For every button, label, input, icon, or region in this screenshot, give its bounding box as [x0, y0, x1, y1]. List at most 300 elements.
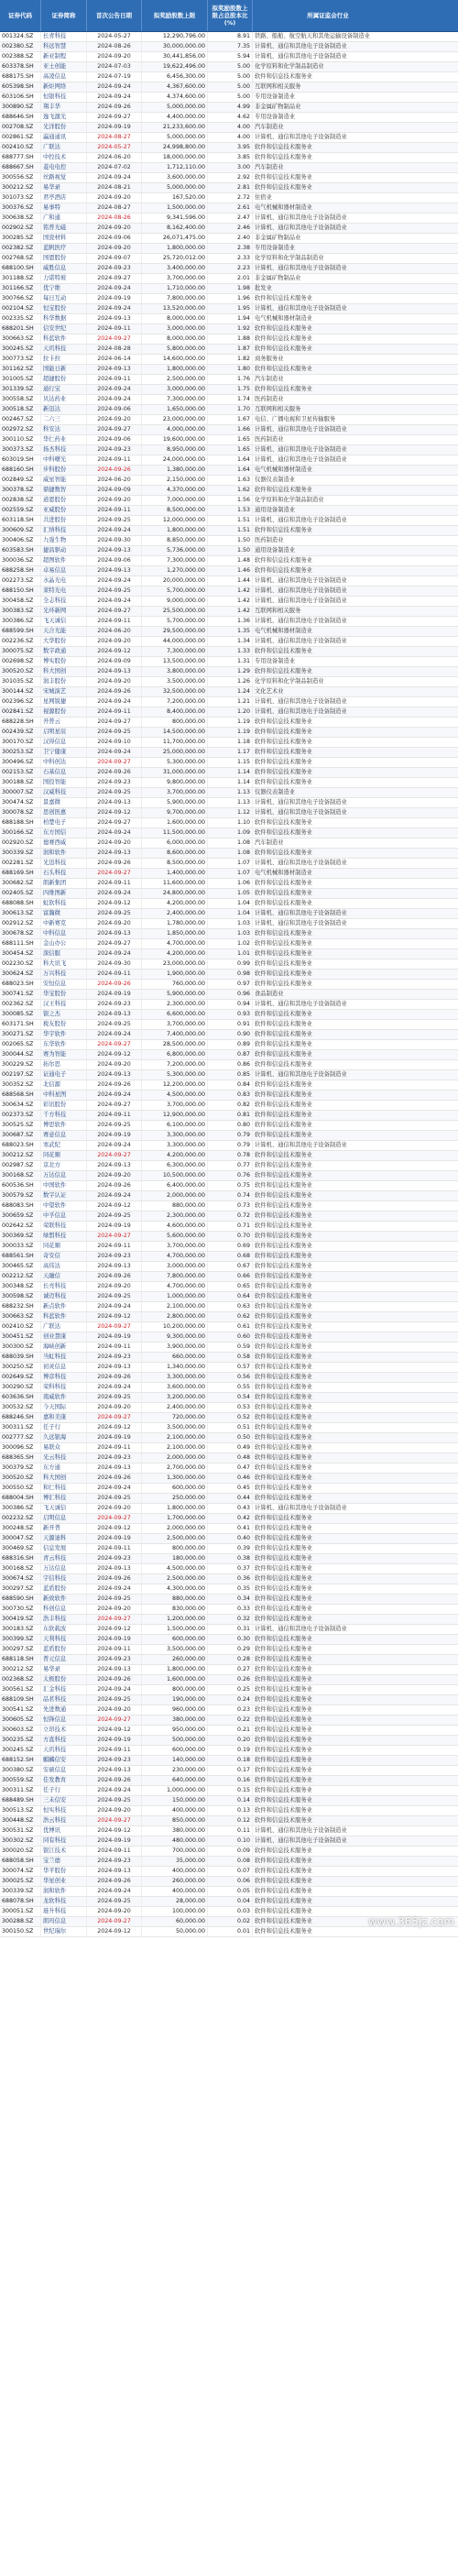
cell-amount: 30,000,000.00 [142, 42, 208, 51]
table-row [0, 435, 458, 445]
cell-date: 2024-09-11 [87, 1343, 142, 1352]
cell-amount: 5,800,000.00 [142, 345, 208, 354]
cell-code: 300044.SZ [0, 1050, 41, 1059]
cell-date: 2024-09-11 [87, 1443, 142, 1452]
cell-ratio: 0.21 [208, 1726, 253, 1735]
cell-code: 002335.SZ [0, 314, 41, 323]
cell-code: 300674.SZ [0, 1574, 41, 1584]
cell-industry: 软件和信息技术服务业 [255, 850, 312, 856]
cell-code: 300682.SZ [0, 879, 41, 888]
cell-date: 2024-09-26 [87, 980, 142, 989]
cell-name: 麒麟信安 [41, 1756, 87, 1765]
cell-industry: 软件和信息技术服务业 [255, 386, 312, 392]
table-row [0, 1121, 458, 1131]
cell-date: 2024-09-19 [87, 990, 142, 999]
cell-name: 科华数据 [41, 314, 87, 323]
cell-ratio: 1.65 [208, 445, 253, 455]
table-row [0, 224, 458, 234]
table-row [0, 949, 458, 959]
cell-name: 德赛西威 [41, 839, 87, 848]
table-row [0, 738, 458, 748]
cell-industry: 软件和信息技术服务业 [255, 1565, 312, 1572]
cell-amount: 6,456,300.00 [142, 72, 208, 82]
cell-amount: 2,100,000.00 [142, 1302, 208, 1311]
cell-industry: 计算机、通信和其他电子设备制造业 [255, 799, 347, 806]
table-row [0, 1766, 458, 1776]
cell-ratio: 0.89 [208, 1040, 253, 1049]
cell-name: 科远智慧 [41, 42, 87, 51]
cell-code: 300687.SZ [0, 1131, 41, 1140]
table-row [0, 1181, 458, 1191]
table-row [0, 869, 458, 879]
cell-name: 威星智能 [41, 476, 87, 485]
cell-name: 莱特光电 [41, 586, 87, 596]
cell-amount: 950,000.00 [142, 1726, 208, 1735]
cell-amount: 850,000.00 [142, 1816, 208, 1825]
cell-amount: 7,300,000.00 [142, 647, 208, 656]
cell-name: 科安达 [41, 425, 87, 434]
table-row [0, 1494, 458, 1504]
cell-name: 鼎捷数智 [41, 486, 87, 495]
cell-name: 九强生物 [41, 536, 87, 545]
cell-code: 002410.SZ [0, 1322, 41, 1332]
cell-date: 2024-09-27 [87, 1716, 142, 1725]
cell-ratio: 0.59 [208, 1343, 253, 1352]
cell-amount: 6,400,000.00 [142, 1181, 208, 1190]
table-row [0, 52, 458, 62]
table-row [0, 1504, 458, 1514]
cell-amount: 29,500,000.00 [142, 627, 208, 636]
cell-amount: 14,500,000.00 [142, 728, 208, 737]
cell-date: 2024-09-30 [87, 536, 142, 545]
cell-date: 2024-09-24 [87, 1030, 142, 1039]
cell-name: 赛为智能 [41, 1050, 87, 1059]
cell-amount: 8,000,000.00 [142, 314, 208, 323]
cell-ratio: 2.46 [208, 224, 253, 233]
cell-code: 300245.SZ [0, 1746, 41, 1755]
cell-industry: 专用设备制造业 [255, 245, 296, 251]
cell-ratio: 0.97 [208, 980, 253, 989]
cell-amount: 13,520,000.00 [142, 304, 208, 313]
cell-ratio: 1.04 [208, 899, 253, 908]
cell-code: 002281.SZ [0, 859, 41, 868]
cell-amount: 25,500,000.00 [142, 607, 208, 616]
cell-date: 2024-09-26 [87, 1080, 142, 1090]
cell-amount: 2,500,000.00 [142, 1534, 208, 1543]
cell-date: 2024-09-11 [87, 879, 142, 888]
cell-industry: 软件和信息技术服务业 [255, 1041, 312, 1047]
cell-industry: 医药制造业 [255, 396, 284, 402]
cell-amount: 5,600,000.00 [142, 1232, 208, 1241]
cell-industry: 软件和信息技术服务业 [255, 1928, 312, 1935]
cell-code: 688232.SH [0, 1302, 41, 1311]
cell-name: 中控技术 [41, 153, 87, 162]
cell-date: 2024-09-19 [87, 1222, 142, 1231]
cell-ratio: 5.00 [208, 72, 253, 82]
cell-ratio: 1.12 [208, 808, 253, 817]
cell-date: 2024-09-24 [87, 828, 142, 838]
cell-industry: 互联网和相关服务 [255, 406, 301, 412]
cell-ratio: 5.00 [208, 62, 253, 71]
cell-industry: 软件和信息技术服务业 [255, 1394, 312, 1400]
cell-date: 2024-09-23 [87, 1756, 142, 1765]
cell-industry: 计算机、通信和其他电子设备制造业 [255, 577, 347, 584]
cell-industry: 软件和信息技术服务业 [255, 1212, 312, 1219]
cell-industry: 计算机、通信和其他电子设备制造业 [255, 910, 347, 916]
cell-code: 300561.SZ [0, 1685, 41, 1694]
cell-ratio: 0.91 [208, 1020, 253, 1029]
cell-ratio: 0.86 [208, 1060, 253, 1069]
cell-amount: 2,100,000.00 [142, 1433, 208, 1442]
cell-amount: 167,520.00 [142, 193, 208, 203]
cell-name: 每日互动 [41, 294, 87, 303]
cell-code: 300525.SZ [0, 1121, 41, 1130]
table-row [0, 859, 458, 869]
cell-amount: 24,000,000.00 [142, 455, 208, 465]
cell-industry: 软件和信息技术服务业 [255, 1303, 312, 1310]
cell-industry: 软件和信息技术服务业 [255, 1222, 312, 1229]
cell-name: 华宇软件 [41, 1030, 87, 1039]
cell-amount: 21,233,600.00 [142, 123, 208, 132]
table-row [0, 1484, 458, 1494]
cell-industry: 汽车制造业 [255, 376, 284, 382]
table-row [0, 1847, 458, 1857]
cell-date: 2024-06-20 [87, 627, 142, 636]
cell-amount: 9,800,000.00 [142, 778, 208, 787]
cell-date: 2024-09-20 [87, 1605, 142, 1614]
cell-name: 万兴科技 [41, 970, 87, 979]
cell-amount: 7,000,000.00 [142, 496, 208, 505]
table-row [0, 1363, 458, 1373]
cell-date: 2024-09-24 [87, 1091, 142, 1100]
cell-code: 002972.SZ [0, 425, 41, 434]
cell-code: 688150.SH [0, 586, 41, 596]
cell-date: 2024-09-27 [87, 425, 142, 434]
cell-ratio: 0.77 [208, 1161, 253, 1170]
cell-name: 宋城演艺 [41, 687, 87, 696]
cell-ratio: 0.42 [208, 1514, 253, 1523]
cell-name: 浩丰科技 [41, 1615, 87, 1624]
cell-date: 2024-09-27 [87, 1101, 142, 1110]
cell-name: 北信源 [41, 1080, 87, 1090]
cell-code: 300168.SZ [0, 1564, 41, 1573]
cell-date: 2024-09-24 [87, 304, 142, 313]
cell-date: 2024-09-20 [87, 1403, 142, 1412]
cell-amount: 6,600,000.00 [142, 1010, 208, 1019]
cell-date: 2024-09-24 [87, 1383, 142, 1392]
cell-amount: 6,300,000.00 [142, 1161, 208, 1170]
cell-ratio: 0.79 [208, 1131, 253, 1140]
cell-code: 002236.SZ [0, 637, 41, 646]
cell-name: 东华软件 [41, 1040, 87, 1049]
cell-amount: 3,500,000.00 [142, 1423, 208, 1432]
cell-code: 688111.SH [0, 939, 41, 948]
table-row [0, 1625, 458, 1635]
cell-date: 2024-09-11 [87, 324, 142, 334]
cell-code: 300352.SZ [0, 1080, 41, 1090]
cell-date: 2024-09-25 [87, 1211, 142, 1221]
cell-date: 2024-09-27 [87, 1151, 142, 1160]
cell-code: 301166.SZ [0, 284, 41, 293]
cell-industry: 软件和信息技术服务业 [255, 1162, 312, 1168]
cell-industry: 软件和信息技术服务业 [255, 970, 312, 977]
cell-ratio: 0.85 [208, 1070, 253, 1080]
cell-name: 蓝盾股份 [41, 1645, 87, 1654]
cell-name: 汉王科技 [41, 1000, 87, 1009]
cell-name: 广和通 [41, 214, 87, 223]
cell-date: 2024-09-13 [87, 929, 142, 938]
cell-date: 2024-09-24 [87, 526, 142, 535]
cell-ratio: 0.30 [208, 1635, 253, 1644]
table-row [0, 395, 458, 405]
cell-name: 科大国创 [41, 1474, 87, 1483]
cell-amount: 13,500,000.00 [142, 657, 208, 666]
cell-ratio: 1.08 [208, 849, 253, 858]
table-row [0, 506, 458, 516]
table-row [0, 1171, 458, 1181]
cell-code: 300235.SZ [0, 1736, 41, 1745]
cell-name: 天利科技 [41, 1635, 87, 1644]
cell-ratio: 1.24 [208, 687, 253, 696]
cell-code: 002467.SZ [0, 415, 41, 424]
cell-amount: 4,200,000.00 [142, 899, 208, 908]
cell-amount: 2,300,000.00 [142, 1000, 208, 1009]
table-row [0, 62, 458, 72]
cell-amount: 3,000,000.00 [142, 385, 208, 394]
table-row [0, 1584, 458, 1595]
cell-industry: 软件和信息技术服务业 [255, 718, 312, 725]
cell-name: 水晶光电 [41, 576, 87, 586]
cell-code: 002987.SZ [0, 1161, 41, 1170]
cell-code: 002861.SZ [0, 133, 41, 142]
cell-amount: 5,300,000.00 [142, 1070, 208, 1080]
cell-amount: 4,400,000.00 [142, 113, 208, 122]
cell-industry: 软件和信息技术服务业 [255, 527, 312, 533]
cell-amount: 4,700,000.00 [142, 1282, 208, 1291]
cell-amount: 1,340,000.00 [142, 1363, 208, 1372]
cell-name: 方直科技 [41, 1736, 87, 1745]
table-row [0, 586, 458, 597]
cell-industry: 软件和信息技术服务业 [255, 1757, 312, 1763]
cell-industry: 软件和信息技术服务业 [255, 1525, 312, 1531]
cell-name: 中科创达 [41, 758, 87, 767]
cell-code: 688175.SH [0, 72, 41, 82]
cell-name: 天玑科技 [41, 1746, 87, 1755]
cell-date: 2024-09-26 [87, 1675, 142, 1684]
cell-ratio: 0.79 [208, 1141, 253, 1150]
cell-date: 2024-09-19 [87, 1332, 142, 1342]
cell-amount: 31,000,000.00 [142, 768, 208, 777]
table-row [0, 1101, 458, 1111]
cell-date: 2024-09-25 [87, 909, 142, 918]
cell-industry: 汽车制造业 [255, 839, 284, 846]
cell-ratio: 0.75 [208, 1181, 253, 1190]
cell-name: 三未信安 [41, 1796, 87, 1805]
cell-ratio: 2.23 [208, 264, 253, 273]
cell-ratio: 0.01 [208, 1927, 253, 1936]
table-row [0, 818, 458, 828]
cell-ratio: 0.15 [208, 1786, 253, 1795]
cell-industry: 软件和信息技术服务业 [255, 1847, 312, 1854]
cell-amount: 1,600,000.00 [142, 818, 208, 828]
cell-name: 优宁维 [41, 284, 87, 293]
cell-ratio: 0.26 [208, 1675, 253, 1684]
cell-amount: 9,700,000.00 [142, 808, 208, 817]
cell-ratio: 1.46 [208, 566, 253, 575]
cell-name: 银江技术 [41, 1847, 87, 1856]
cell-code: 300605.SZ [0, 1716, 41, 1725]
cell-name: 新点软件 [41, 1302, 87, 1311]
cell-industry: 软件和信息技术服务业 [255, 729, 312, 735]
cell-name: 捷昌驱动 [41, 546, 87, 555]
cell-industry: 软件和信息技术服务业 [255, 940, 312, 947]
table-row [0, 637, 458, 647]
cell-code: 688160.SH [0, 466, 41, 475]
cell-amount: 4,000,000.00 [142, 425, 208, 434]
cell-code: 002838.SZ [0, 496, 41, 505]
cell-industry: 计算机、通信和其他电子设备制造业 [255, 53, 347, 60]
cell-amount: 20,000,000.00 [142, 576, 208, 586]
cell-amount: 6,800,000.00 [142, 1050, 208, 1059]
cell-industry: 软件和信息技术服务业 [255, 174, 312, 181]
table-row [0, 1564, 458, 1574]
cell-name: 蓝帆医疗 [41, 244, 87, 253]
cell-industry: 电气机械和器材制造业 [255, 466, 312, 473]
cell-code: 688088.SH [0, 899, 41, 908]
cell-code: 688667.SH [0, 163, 41, 172]
cell-date: 2024-09-13 [87, 1463, 142, 1473]
cell-industry: 软件和信息技术服务业 [255, 829, 312, 836]
cell-date: 2024-08-26 [87, 214, 142, 223]
cell-date: 2024-09-13 [87, 1363, 142, 1372]
cell-amount: 8,162,400.00 [142, 224, 208, 233]
cell-industry: 化学原料和化学制品制造业 [255, 497, 324, 503]
cell-industry: 软件和信息技术服务业 [255, 1354, 312, 1360]
cell-ratio: 1.64 [208, 466, 253, 475]
cell-name: 博汇科技 [41, 1494, 87, 1503]
table-row [0, 1736, 458, 1746]
cell-date: 2024-09-27 [87, 1322, 142, 1332]
cell-name: 安恒信息 [41, 980, 87, 989]
cell-amount: 1,650,000.00 [142, 405, 208, 414]
cell-ratio: 1.66 [208, 425, 253, 434]
cell-industry: 软件和信息技术服务业 [255, 739, 312, 745]
cell-ratio: 1.44 [208, 576, 253, 586]
cell-amount: 4,374,600.00 [142, 93, 208, 102]
cell-industry: 计算机、通信和其他电子设备制造业 [255, 446, 347, 453]
cell-name: 新迅达 [41, 405, 87, 414]
cell-date: 2024-09-11 [87, 1645, 142, 1654]
cell-name: 嘉和美康 [41, 1413, 87, 1422]
cell-industry: 计算机、通信和其他电子设备制造业 [255, 1505, 347, 1511]
cell-code: 688118.SH [0, 1655, 41, 1664]
table-row [0, 849, 458, 859]
cell-code: 300110.SZ [0, 435, 41, 444]
cell-name: 科蓝软件 [41, 334, 87, 344]
cell-ratio: 0.09 [208, 1847, 253, 1856]
table-row [0, 1756, 458, 1766]
cell-code: 300579.SZ [0, 1191, 41, 1200]
cell-amount: 250,000.00 [142, 1494, 208, 1503]
table-row [0, 1675, 458, 1685]
cell-ratio: 1.05 [208, 889, 253, 898]
cell-date: 2024-09-24 [87, 93, 142, 102]
cell-date: 2024-09-19 [87, 1736, 142, 1745]
cell-ratio: 0.40 [208, 1534, 253, 1543]
cell-amount: 150,000.00 [142, 1796, 208, 1805]
cell-amount: 1,300,000.00 [142, 1474, 208, 1483]
table-row [0, 1292, 458, 1302]
cell-industry: 非金属矿物制品业 [255, 104, 301, 110]
table-row [0, 1836, 458, 1847]
cell-industry: 软件和信息技术服务业 [255, 880, 312, 886]
cell-date: 2024-09-26 [87, 466, 142, 475]
table-row [0, 516, 458, 526]
cell-name: 同有科技 [41, 1836, 87, 1846]
cell-code: 300311.SZ [0, 1786, 41, 1795]
cell-name: 石基信息 [41, 768, 87, 777]
cell-industry: 计算机、通信和其他电子设备制造业 [255, 860, 347, 866]
cell-date: 2024-09-20 [87, 415, 142, 424]
table-row [0, 627, 458, 637]
table-row [0, 1806, 458, 1816]
cell-code: 002230.SZ [0, 959, 41, 969]
table-row [0, 1080, 458, 1091]
table-row [0, 1746, 458, 1756]
cell-name: 科大讯飞 [41, 959, 87, 969]
cell-amount: 4,200,000.00 [142, 949, 208, 959]
cell-industry: 软件和信息技术服务业 [255, 1686, 312, 1693]
cell-date: 2024-09-12 [87, 1927, 142, 1936]
cell-name: 数字认证 [41, 1191, 87, 1200]
cell-date: 2024-09-24 [87, 748, 142, 757]
cell-industry: 专用设备制造业 [255, 658, 296, 664]
cell-ratio: 0.48 [208, 1453, 253, 1463]
cell-amount: 11,600,000.00 [142, 879, 208, 888]
cell-industry: 计算机、通信和其他电子设备制造业 [255, 1837, 347, 1844]
cell-name: 石头科技 [41, 869, 87, 878]
cell-amount: 3,200,000.00 [142, 1393, 208, 1402]
table-row [0, 1252, 458, 1262]
cell-name: 扬杰科技 [41, 445, 87, 455]
table-row [0, 93, 458, 103]
cell-date: 2024-09-12 [87, 1201, 142, 1211]
cell-ratio: 1.19 [208, 728, 253, 737]
table-row [0, 677, 458, 687]
cell-amount: 3,700,000.00 [142, 788, 208, 797]
cell-name: 高伟达 [41, 1262, 87, 1271]
cell-name: 全志科技 [41, 597, 87, 606]
table-row [0, 42, 458, 52]
cell-name: 铭普光磁 [41, 224, 87, 233]
table-row [0, 1716, 458, 1726]
cell-date: 2024-09-24 [87, 597, 142, 606]
cell-ratio: 0.80 [208, 1121, 253, 1130]
cell-name: 万达信息 [41, 1171, 87, 1180]
cell-name: 易事特 [41, 203, 87, 213]
cell-date: 2024-09-25 [87, 1121, 142, 1130]
cell-amount: 760,000.00 [142, 980, 208, 989]
cell-date: 2024-09-26 [87, 103, 142, 112]
cell-industry: 软件和信息技术服务业 [255, 960, 312, 967]
cell-industry: 软件和信息技术服务业 [255, 1233, 312, 1239]
header-industry: 所属证监会行业 [307, 11, 349, 19]
cell-name: 虹软科技 [41, 899, 87, 908]
cell-amount: 3,300,000.00 [142, 1131, 208, 1140]
cell-date: 2024-09-09 [87, 486, 142, 495]
cell-industry: 软件和信息技术服务业 [255, 1263, 312, 1269]
cell-date: 2024-09-11 [87, 506, 142, 515]
